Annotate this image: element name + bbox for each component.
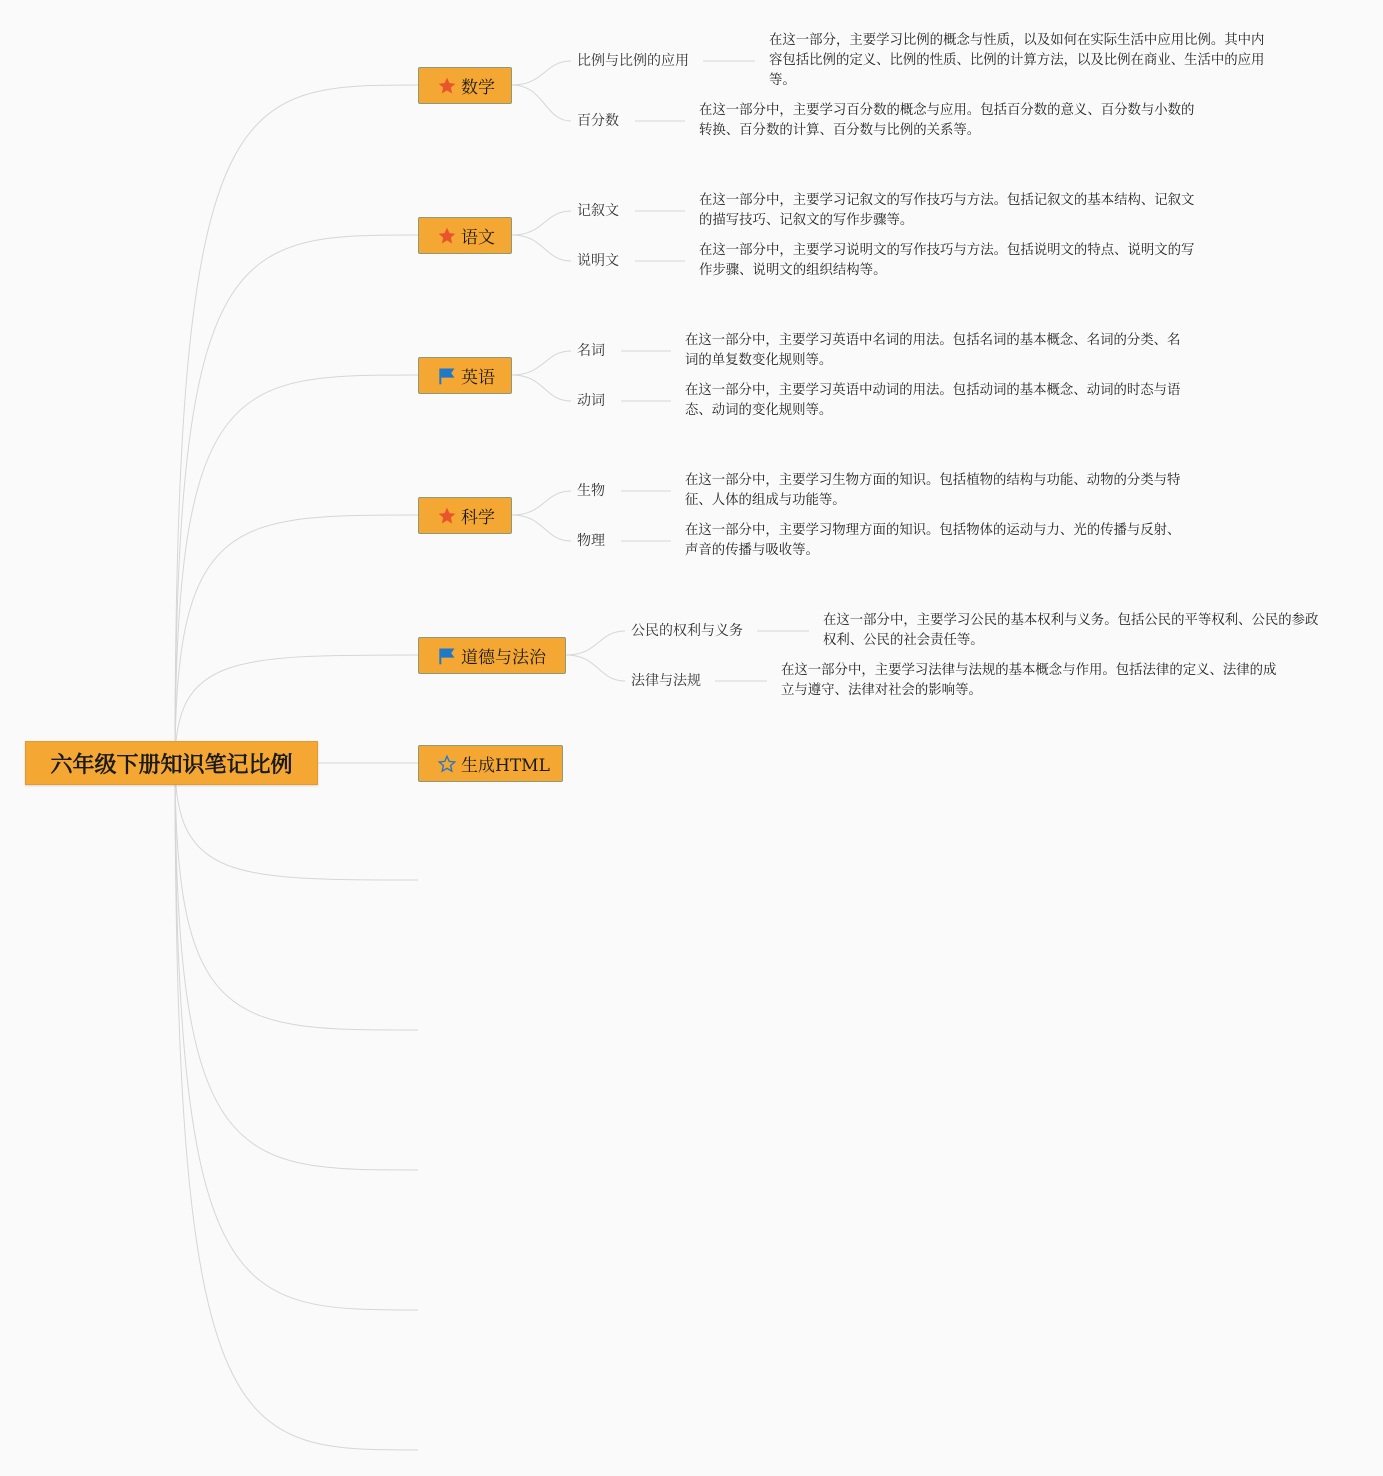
topic-sub-line-1-0 bbox=[512, 211, 571, 235]
subtopic-percent[interactable]: 百分数 bbox=[577, 113, 619, 129]
note-percent: 在这一部分中，主要学习百分数的概念与应用。包括百分数的意义、百分数与小数的转换、百分数的计算、百分数与比例的关系等。 bbox=[699, 103, 1195, 138]
topic-sub-line-4-0 bbox=[566, 631, 625, 655]
root-branch-line-8 bbox=[175, 763, 418, 1310]
subtopic-noun[interactable]: 名词 bbox=[577, 343, 605, 359]
root-branch-line-9 bbox=[175, 763, 418, 1450]
subtopic-verb[interactable]: 动词 bbox=[577, 393, 605, 409]
topic-generate-html[interactable] bbox=[418, 745, 563, 782]
note-biology: 在这一部分中，主要学习生物方面的知识。包括植物的结构与功能、动物的分类与特征、人体的组成与功能等。 bbox=[685, 473, 1181, 508]
topic-label: 语文 bbox=[461, 228, 495, 248]
note-laws: 在这一部分中，主要学习法律与法规的基本概念与作用。包括法律的定义、法律的成立与遵守、法律对社会的影响等。 bbox=[781, 663, 1277, 698]
topic-sub-line-3-1 bbox=[512, 515, 571, 541]
star-icon bbox=[437, 76, 457, 96]
star-icon bbox=[437, 226, 457, 246]
root-branch-line-2 bbox=[175, 375, 418, 763]
star-outline-icon bbox=[437, 754, 457, 774]
topic-science[interactable] bbox=[418, 497, 512, 534]
flag-icon bbox=[437, 646, 457, 666]
subtopic-ratio[interactable]: 比例与比例的应用 bbox=[577, 53, 689, 69]
root-branch-line-6 bbox=[175, 763, 418, 1030]
note-ratio: 在这一部分，主要学习比例的概念与性质，以及如何在实际生活中应用比例。其中内容包括比例的定义、比例的性质、比例的计算方法，以及比例在商业、生活中的应用等。 bbox=[769, 33, 1265, 88]
topic-sub-line-1-1 bbox=[512, 235, 571, 261]
topic-label: 数学 bbox=[461, 78, 495, 98]
subtopic-expository[interactable]: 说明文 bbox=[577, 253, 619, 269]
subtopic-narrative[interactable]: 记叙文 bbox=[577, 203, 619, 219]
root-branch-line-0 bbox=[175, 85, 418, 763]
topic-morality-law[interactable] bbox=[418, 637, 566, 674]
star-icon bbox=[437, 506, 457, 526]
topic-math[interactable] bbox=[418, 67, 512, 104]
subtopic-physics[interactable]: 物理 bbox=[577, 533, 605, 549]
subtopic-biology[interactable]: 生物 bbox=[577, 483, 605, 499]
topic-sub-line-2-1 bbox=[512, 375, 571, 401]
topic-english[interactable] bbox=[418, 357, 512, 394]
subtopic-laws[interactable]: 法律与法规 bbox=[631, 673, 701, 689]
note-citizen-rights: 在这一部分中，主要学习公民的基本权利与义务。包括公民的平等权利、公民的参政权利、公民的社会责任等。 bbox=[823, 613, 1319, 648]
topic-label: 英语 bbox=[461, 368, 495, 388]
subtopic-citizen-rights[interactable]: 公民的权利与义务 bbox=[631, 623, 743, 639]
topic-sub-line-2-0 bbox=[512, 351, 571, 375]
topic-sub-line-4-1 bbox=[566, 655, 625, 681]
note-physics: 在这一部分中，主要学习物理方面的知识。包括物体的运动与力、光的传播与反射、声音的传播与吸收等。 bbox=[685, 523, 1181, 558]
topic-label: 科学 bbox=[461, 508, 495, 528]
topic-sub-line-0-0 bbox=[512, 61, 571, 85]
note-expository: 在这一部分中，主要学习说明文的写作技巧与方法。包括说明文的特点、说明文的写作步骤、说明文的组织结构等。 bbox=[699, 243, 1195, 278]
flag-icon bbox=[437, 366, 457, 386]
note-narrative: 在这一部分中，主要学习记叙文的写作技巧与方法。包括记叙文的基本结构、记叙文的描写技巧、记叙文的写作步骤等。 bbox=[699, 193, 1195, 228]
root-branch-line-7 bbox=[175, 763, 418, 1170]
note-verb: 在这一部分中，主要学习英语中动词的用法。包括动词的基本概念、动词的时态与语态、动词的变化规则等。 bbox=[685, 383, 1181, 418]
topic-label: 道德与法治 bbox=[461, 648, 546, 668]
topic-label: 生成HTML bbox=[461, 756, 550, 776]
root-node[interactable] bbox=[25, 741, 318, 785]
root-branch-line-1 bbox=[175, 235, 418, 763]
topic-sub-line-3-0 bbox=[512, 491, 571, 515]
note-noun: 在这一部分中，主要学习英语中名词的用法。包括名词的基本概念、名词的分类、名词的单复数变化规则等。 bbox=[685, 333, 1181, 368]
root-label: 六年级下册知识笔记比例 bbox=[50, 752, 293, 778]
topic-chinese[interactable] bbox=[418, 217, 512, 254]
topic-sub-line-0-1 bbox=[512, 85, 571, 121]
root-branch-line-3 bbox=[175, 515, 418, 763]
